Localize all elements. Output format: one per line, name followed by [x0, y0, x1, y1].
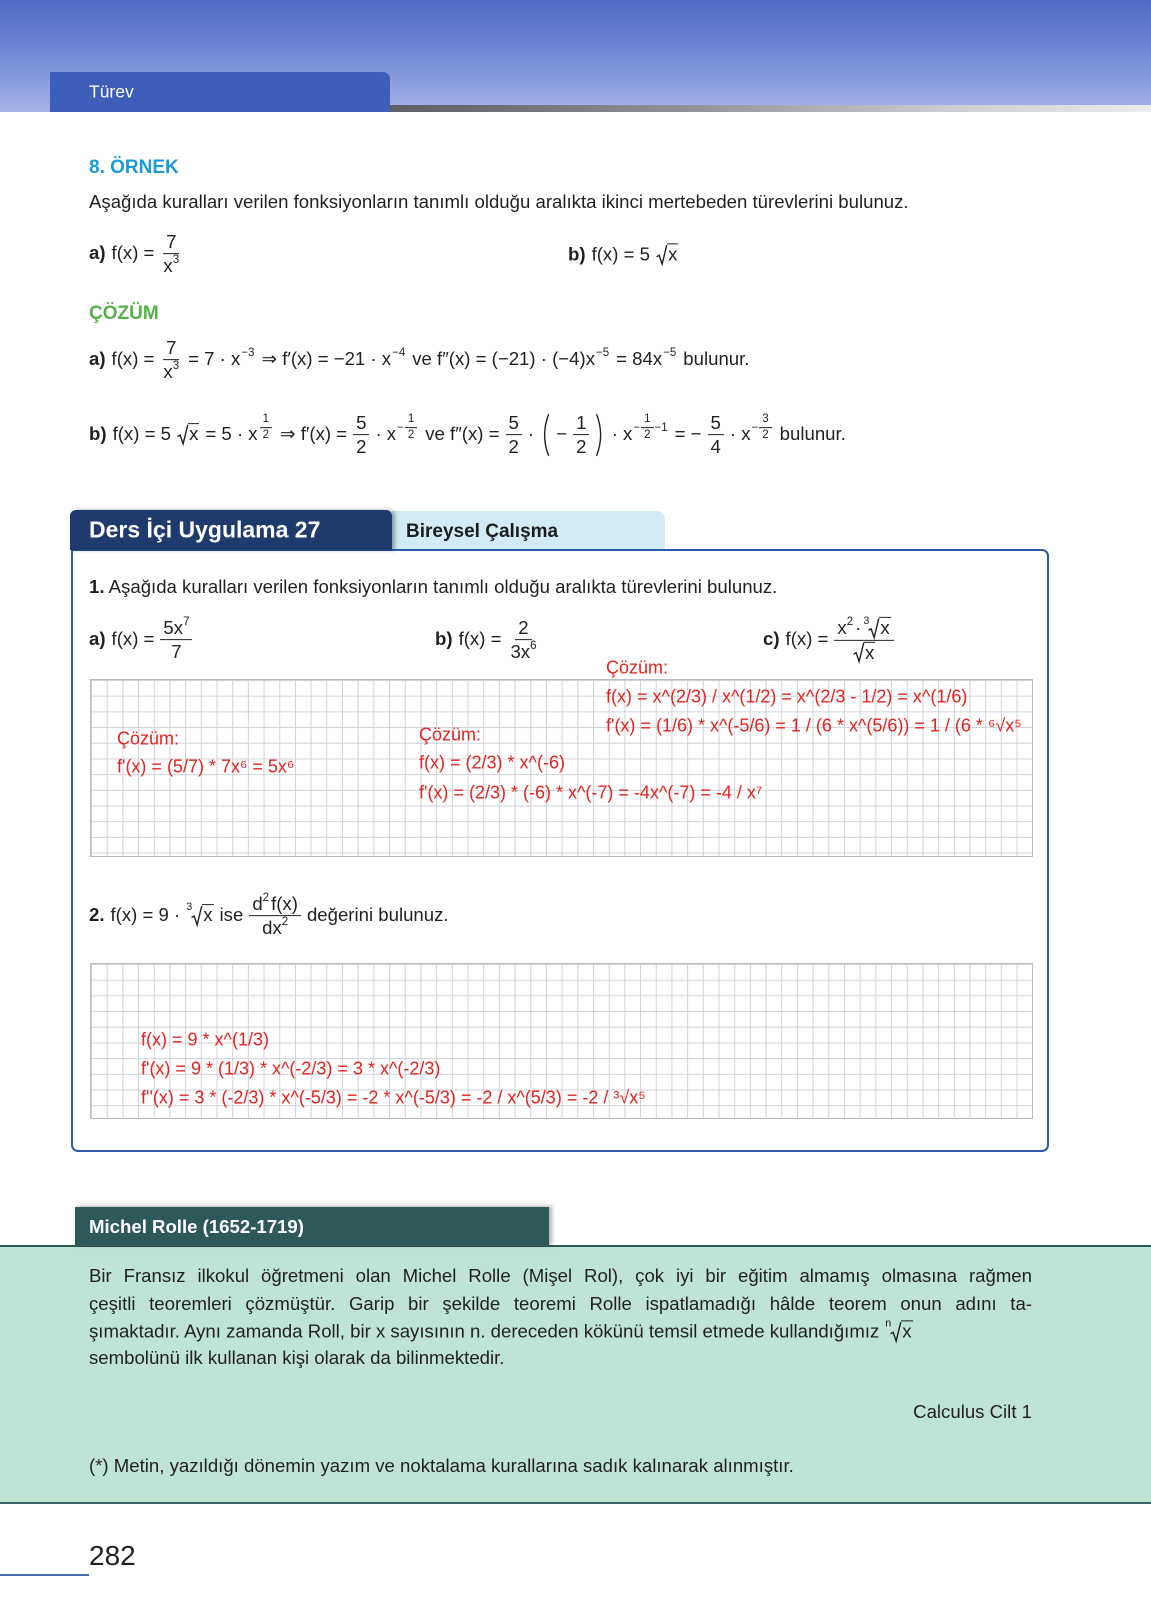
radicand: [864, 642, 875, 663]
item-label: b): [568, 243, 586, 265]
example-part-a: [86, 231, 185, 277]
math-text: f(x) =: [785, 627, 829, 649]
radicand: [202, 904, 213, 925]
fraction-denominator: [708, 436, 724, 458]
fraction-denominator: [506, 436, 522, 458]
radicand: [901, 1320, 912, 1341]
math-text: 2: [518, 617, 529, 639]
radical-sign-icon: [177, 424, 188, 445]
math-text: · x: [611, 422, 633, 444]
fraction-denominator: [573, 436, 589, 458]
fraction-numerator: [260, 413, 272, 428]
biography-text-line: sembolünü ilk kullanan kişi olarak da bilinmektedir.: [89, 1347, 505, 1368]
math-text: x: [163, 361, 173, 383]
fraction: [641, 413, 653, 443]
right-paren-icon: [595, 413, 605, 457]
math-text: ⇒ f′(x) = −21 · x: [261, 347, 392, 369]
item-label: 2.: [89, 903, 105, 925]
math-text: ve f″(x) = (−21) · (−4)x: [412, 347, 595, 369]
example-title: 8. ÖRNEK: [89, 157, 179, 178]
annotation-line: f'(x) = (1/6) * x^(-5/6) = 1 / (6 * x^(5/6)) = 1 / (6 * ⁶√x⁵: [606, 715, 1022, 736]
fraction-denominator: [641, 428, 653, 442]
fraction-numerator: [353, 412, 369, 435]
left-paren-icon: [540, 413, 550, 457]
fraction: [160, 337, 182, 383]
item-label: a): [89, 241, 106, 263]
radical-expression: [656, 242, 678, 265]
fraction-denominator: [353, 436, 369, 458]
math-text: f(x) = 9 ·: [110, 903, 181, 925]
annotation-line: f(x) = 9 * x^(1/3): [141, 1029, 269, 1050]
fraction-numerator: [160, 617, 192, 640]
math-text: 7: [166, 337, 177, 359]
exponent: −4: [392, 346, 406, 359]
radical-expression: [863, 614, 890, 639]
math-text: f(x): [271, 893, 298, 915]
radicand: [667, 243, 678, 264]
fraction-denominator: [405, 428, 417, 442]
fraction: [405, 413, 417, 443]
math-text: f(x) =: [111, 627, 155, 649]
annotation-line: f(x) = (2/3) * x^(-6): [419, 752, 565, 773]
fraction: [506, 412, 522, 458]
question-2: [86, 893, 452, 939]
biography-title: Michel Rolle (1652-1719): [89, 1215, 304, 1237]
fraction-numerator: [641, 413, 653, 428]
math-text: f(x) =: [111, 241, 155, 263]
solution-a: [86, 337, 752, 383]
fraction: [708, 412, 724, 458]
math-text: x: [902, 1320, 912, 1342]
radicand: [879, 617, 890, 638]
math-text: f(x) = 5: [112, 422, 171, 444]
math-text: dx: [262, 917, 282, 939]
math-text: 2: [508, 436, 519, 458]
question-text: Aşağıda kuralları verilen fonksiyonların tanımlı olduğu aralıkta türevlerini bulunuz.: [108, 576, 778, 597]
solution-title: ÇÖZÜM: [89, 303, 159, 324]
item-label: a): [89, 347, 106, 369]
solution-b: [86, 412, 849, 458]
example-part-b: [565, 242, 681, 265]
annotation-line: f'(x) = (5/7) * 7x⁶ = 5x⁶: [117, 756, 295, 777]
radical-sign-icon: [656, 244, 667, 265]
radical-sign-icon: [890, 1321, 901, 1342]
page-number-rule: [0, 1574, 89, 1576]
fraction: [260, 413, 272, 443]
math-text: x: [880, 616, 890, 638]
radical-sign-icon: [191, 905, 202, 926]
math-text: 1: [576, 412, 587, 434]
radical-expression: [186, 900, 213, 926]
exponent: 2: [846, 615, 854, 628]
annotation-title: Çözüm:: [419, 724, 482, 745]
math-text: = 84x: [616, 347, 663, 369]
chapter-tab: [50, 72, 390, 112]
exponent: 6: [530, 640, 537, 653]
fraction-numerator: [573, 412, 589, 435]
exponent: 2: [281, 916, 289, 929]
math-text: 5x: [163, 617, 184, 639]
math-text: 1: [262, 413, 269, 426]
fraction-denominator: [259, 917, 291, 939]
fraction-numerator: [249, 893, 301, 916]
practice-tab: [70, 510, 392, 550]
radical-expression: [177, 422, 199, 445]
math-text: ve f″(x) =: [425, 422, 500, 444]
fraction: [160, 231, 182, 277]
fraction-numerator: [708, 412, 724, 435]
item-label: c): [763, 627, 780, 649]
fraction-denominator: [168, 641, 184, 663]
math-text: 4: [710, 436, 721, 458]
math-text: ⇒ f′(x) =: [280, 422, 348, 444]
exponent: 7: [183, 616, 190, 629]
math-text: bulunur.: [683, 347, 750, 369]
math-text: 7: [166, 231, 177, 253]
biography-text-line: çeşitli teoremleri çözmüştür. Garip bir şekilde teoremi Rolle ispatlamadığı hâlde teorem onun adını ta-: [89, 1293, 1032, 1314]
math-text: x: [864, 641, 875, 663]
math-text: −: [556, 422, 568, 444]
practice-title: Ders İçi Uygulama 27: [89, 516, 321, 543]
math-text: x: [837, 616, 847, 638]
source-citation: Calculus Cilt 1: [913, 1401, 1032, 1422]
question-1-part-a: [86, 617, 195, 663]
math-text: x: [203, 903, 213, 925]
header-divider: [390, 105, 1151, 112]
exponent: −5: [596, 346, 610, 359]
item-label: b): [89, 422, 107, 444]
biography-tab: [75, 1207, 549, 1246]
radical-expression: [853, 642, 875, 664]
math-text: 5: [710, 412, 721, 434]
math-text: f(x) = 5: [591, 243, 650, 265]
math-text: 2: [262, 429, 269, 442]
fraction-numerator: [163, 337, 179, 360]
work-mode-label: Bireysel Çalışma: [406, 520, 559, 542]
exponent: [633, 413, 667, 443]
math-text: 5: [356, 412, 367, 434]
fraction: [573, 412, 589, 458]
math-text: = −: [674, 422, 702, 444]
math-text: ise: [219, 903, 244, 925]
radical-sign-icon: [868, 618, 879, 639]
chapter-header: [0, 0, 1151, 112]
math-text: −: [633, 421, 641, 434]
biography-text-line: [86, 1319, 916, 1342]
math-text: −1: [654, 421, 668, 434]
exponent: 3: [172, 254, 180, 267]
radical-sign-icon: [853, 642, 864, 663]
math-text: 2: [407, 429, 415, 442]
example-prompt: Aşağıda kuralları verilen fonksiyonların tanımlı olduğu aralıkta ikinci mertebeden türevlerini bulunuz.: [89, 191, 909, 212]
annotation-line: f''(x) = 3 * (-2/3) * x^(-5/3) = -2 * x^(-5/3) = -2 / x^(5/3) = -2 / ³√x⁵: [141, 1087, 646, 1108]
question-1-part-b: [432, 617, 542, 663]
question-number: 1.: [89, 576, 105, 597]
math-text: bulunur.: [779, 422, 846, 444]
fraction-denominator: [507, 641, 539, 663]
fraction: [834, 614, 893, 663]
radical-expression: [885, 1319, 912, 1342]
math-text: 1: [407, 413, 415, 426]
work-mode-tab: [392, 511, 665, 549]
annotation-line: f'(x) = (2/3) * (-6) * x^(-7) = -4x^(-7) = -4 / x⁷: [419, 782, 763, 803]
math-text: ·: [527, 422, 535, 444]
math-text: değerini bulunuz.: [306, 903, 449, 925]
math-text: f(x) =: [111, 347, 155, 369]
exponent: −5: [663, 346, 677, 359]
item-label: a): [89, 627, 106, 649]
fraction-denominator: [160, 255, 182, 277]
fraction-numerator: [163, 231, 179, 254]
fraction: [507, 617, 539, 663]
fraction-numerator: [759, 413, 771, 428]
item-label: b): [435, 627, 453, 649]
exponent: 2: [262, 892, 270, 905]
footnote: (*) Metin, yazıldığı dönemin yazım ve noktalama kurallarına sadık kalınarak alınmıştır.: [89, 1455, 794, 1476]
math-text: −: [751, 421, 759, 434]
question-1-heading: [89, 576, 777, 598]
radicand: [188, 423, 199, 444]
annotation-title: Çözüm:: [606, 657, 669, 678]
math-text: 2: [576, 436, 587, 458]
math-text: = 7 · x: [188, 347, 241, 369]
math-text: 2: [356, 436, 367, 458]
exponent: 3: [172, 360, 180, 373]
chapter-title: Türev: [89, 81, 134, 102]
fraction: [160, 617, 192, 663]
exponent: [397, 413, 418, 443]
exponent: [259, 413, 273, 443]
root-index: 3: [863, 614, 870, 627]
math-text: 1: [644, 413, 651, 426]
root-index: n: [885, 1317, 892, 1330]
fraction: [759, 413, 771, 443]
math-text: ·: [855, 616, 862, 638]
root-index: 3: [186, 900, 193, 913]
annotation-line: f'(x) = 9 * (1/3) * x^(-2/3) = 3 * x^(-2/3): [141, 1058, 441, 1079]
fraction-numerator: [405, 413, 417, 428]
math-text: 7: [171, 641, 182, 663]
page-number: 282: [89, 1540, 136, 1571]
biography-text-line: Bir Fransız ilkokul öğretmeni olan Michel Rolle (Mişel Rol), çok iyi bir eğitim almamış olmasına rağmen: [89, 1265, 1032, 1286]
math-text: 3: [762, 413, 769, 426]
math-text: 5: [508, 412, 519, 434]
question-1-part-c: [760, 614, 897, 663]
math-text: 3x: [510, 641, 531, 663]
math-text: 2: [762, 429, 769, 442]
annotation-title: Çözüm:: [117, 728, 180, 749]
math-text: x: [189, 422, 199, 444]
math-text: · x: [375, 422, 397, 444]
math-text: d: [252, 893, 263, 915]
fraction-denominator: [260, 428, 272, 442]
math-text: · x: [729, 422, 751, 444]
annotation-line: f(x) = x^(2/3) / x^(1/2) = x^(2/3 - 1/2) = x^(1/6): [606, 686, 968, 707]
math-text: şımaktadır. Aynı zamanda Roll, bir x sayısının n. dereceden kökünü temsil etmede kullandığımız: [89, 1320, 880, 1342]
fraction-numerator: [834, 614, 893, 641]
math-text: x: [163, 255, 173, 277]
exponent: −3: [241, 346, 255, 359]
math-text: f(x) =: [458, 627, 502, 649]
fraction-denominator: [850, 641, 878, 664]
fraction-denominator: [759, 428, 771, 442]
math-text: = 5 · x: [205, 422, 258, 444]
math-text: 2: [644, 429, 651, 442]
fraction-denominator: [160, 361, 182, 383]
math-text: x: [668, 243, 678, 265]
math-text: −: [397, 421, 404, 434]
fraction-numerator: [515, 617, 531, 640]
exponent: [752, 413, 773, 443]
fraction: [249, 893, 301, 939]
fraction-numerator: [506, 412, 522, 435]
fraction: [353, 412, 369, 458]
